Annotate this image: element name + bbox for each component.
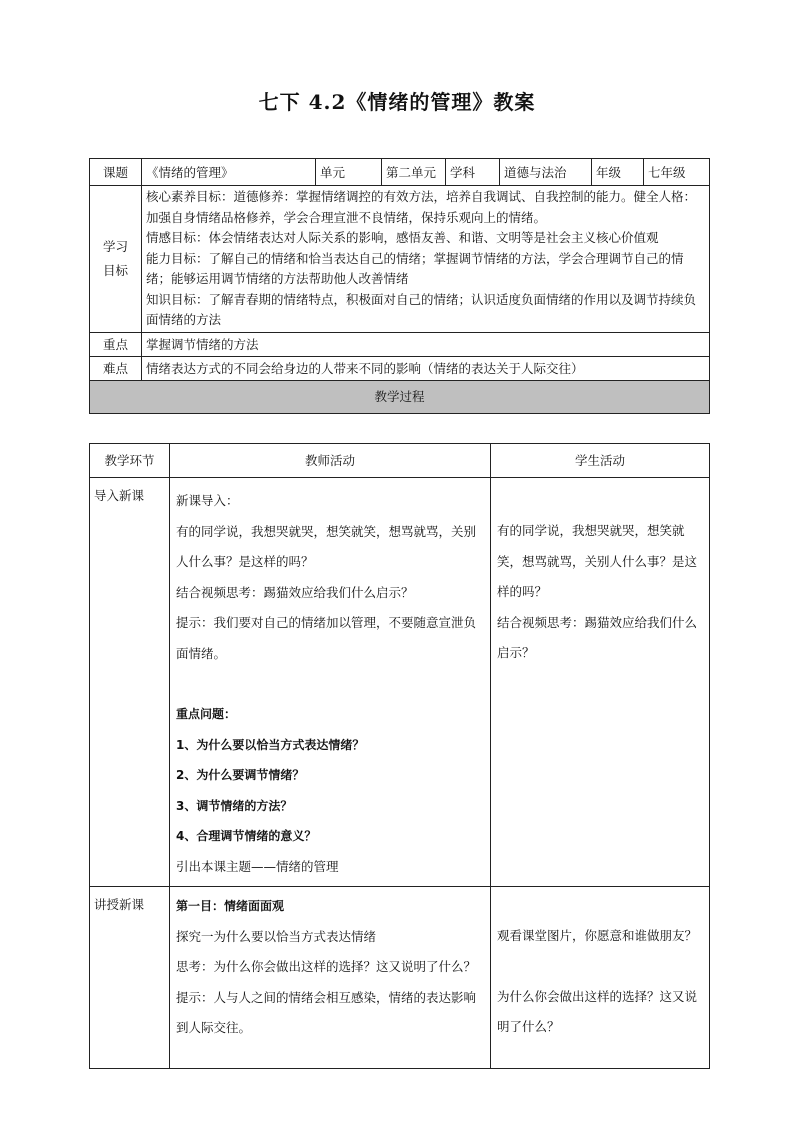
- lecture-row: [90, 887, 710, 1069]
- intro-teacher-line-2: 有的同学说，我想哭就哭，想笑就笑，想骂就骂，关别人什么事？是这样的吗？: [176, 523, 477, 569]
- lecture-teacher-line-2: 探究一为什么要以恰当方式表达情绪: [176, 928, 377, 944]
- lecture-student-line-4: 为什么你会做出这样的选择？这又说明了什么？: [497, 988, 698, 1034]
- intro-stage: 导入新课: [90, 478, 170, 887]
- grade-label: 年级: [592, 159, 644, 186]
- stage-column-header: 教学环节: [90, 444, 170, 478]
- subject-value: 道德与法治: [500, 159, 592, 186]
- goals-content: [142, 186, 710, 333]
- topic-value: 《情绪的管理》: [142, 159, 316, 186]
- goal-core: 核心素养目标：道德修养：掌握情绪调控的有效方法，培养自我调试、自我控制的能力。健全人格：加强自身情绪品格修养，学会合理宣泄不良情绪，保持乐观向上的情绪。: [146, 189, 697, 225]
- process-header: 教学过程: [90, 380, 710, 413]
- difficulty-row: [90, 356, 710, 380]
- intro-teacher-line-3: 结合视频思考：踢猫效应给我们什么启示？: [176, 584, 414, 600]
- lecture-teacher-activity: [170, 887, 491, 1069]
- intro-teacher-line-11: 引出本课主题——情绪的管理: [176, 858, 339, 874]
- goal-ability: 能力目标：了解自己的情绪和恰当表达自己的情绪；掌握调节情绪的方法，学会合理调节自己的情绪；能够运用调节情绪的方法帮助他人改善情绪: [146, 250, 684, 286]
- intro-teacher-line-4: 提示：我们要对自己的情绪加以管理，不要随意宣泄负面情绪。: [176, 615, 477, 661]
- intro-student-line-2: 有的同学说，我想哭就哭，想笑就笑，想骂就骂，关别人什么事？是这样的吗？: [497, 523, 698, 599]
- intro-teacher-line-10: 4、合理调节情绪的意义？: [176, 829, 317, 843]
- subject-label: 学科: [446, 159, 500, 186]
- intro-student-line-3: 结合视频思考：踢猫效应给我们什么启示？: [497, 614, 698, 660]
- goals-row: [90, 186, 710, 333]
- lecture-teacher-line-1: 第一目：情绪面面观: [176, 899, 285, 913]
- student-column-header: 学生活动: [491, 444, 710, 478]
- lecture-student-spacer-1: [497, 891, 703, 921]
- unit-label: 单元: [316, 159, 382, 186]
- process-table: [89, 443, 710, 1069]
- teacher-column-header: 教师活动: [170, 444, 491, 478]
- goals-label: [90, 186, 142, 333]
- lecture-student-line-2: 观看课堂图片，你愿意和谁做朋友？: [497, 928, 698, 943]
- intro-row: [90, 478, 710, 887]
- intro-teacher-line-6: 重点问题：: [176, 707, 237, 721]
- key-point-label: 重点: [90, 332, 142, 356]
- key-point-row: [90, 332, 710, 356]
- lesson-plan-table: [89, 158, 710, 414]
- intro-teacher-activity: [170, 478, 491, 887]
- intro-teacher-line-9: 3、调节情绪的方法？: [176, 798, 293, 813]
- info-row: [90, 159, 710, 186]
- intro-teacher-line-8: 2、为什么要调节情绪？: [176, 768, 305, 782]
- lecture-teacher-line-4: 提示：人与人之间的情绪会相互感染，情绪的表达影响到人际交往。: [176, 989, 477, 1035]
- intro-teacher-line-7: 1、为什么要以恰当方式表达情绪？: [176, 737, 365, 752]
- intro-student-spacer: [497, 486, 703, 516]
- process-columns-row: [90, 444, 710, 478]
- intro-teacher-spacer: [176, 669, 484, 699]
- topic-label: 课题: [90, 159, 142, 186]
- goal-emotion: 情感目标：体会情绪表达对人际关系的影响，感悟友善、和谐、文明等是社会主义核心价值观: [146, 230, 659, 245]
- difficulty-label: 难点: [90, 356, 142, 380]
- document-title: 七下 4.2《情绪的管理》教案: [258, 90, 536, 114]
- lecture-stage: 讲授新课: [90, 887, 170, 1069]
- goal-knowledge: 知识目标：了解青春期的情绪特点，积极面对自己的情绪；认识适度负面情绪的作用以及调节持续负面情绪的方法: [146, 291, 697, 327]
- goals-label-text: 学习目标: [102, 238, 128, 278]
- lecture-student-spacer-2: [497, 952, 703, 982]
- key-point-value: 掌握调节情绪的方法: [142, 332, 710, 356]
- intro-student-activity: [491, 478, 710, 887]
- lecture-teacher-line-3: 思考：为什么你会做出这样的选择？这又说明了什么？: [176, 959, 477, 974]
- difficulty-value: 情绪表达方式的不同会给身边的人带来不同的影响（情绪的表达关于人际交往）: [142, 356, 710, 380]
- lecture-student-activity: [491, 887, 710, 1069]
- grade-value: 七年级: [644, 159, 710, 186]
- process-header-row: [90, 380, 710, 413]
- unit-value: 第二单元: [382, 159, 446, 186]
- intro-teacher-line-1: 新课导入：: [176, 493, 239, 508]
